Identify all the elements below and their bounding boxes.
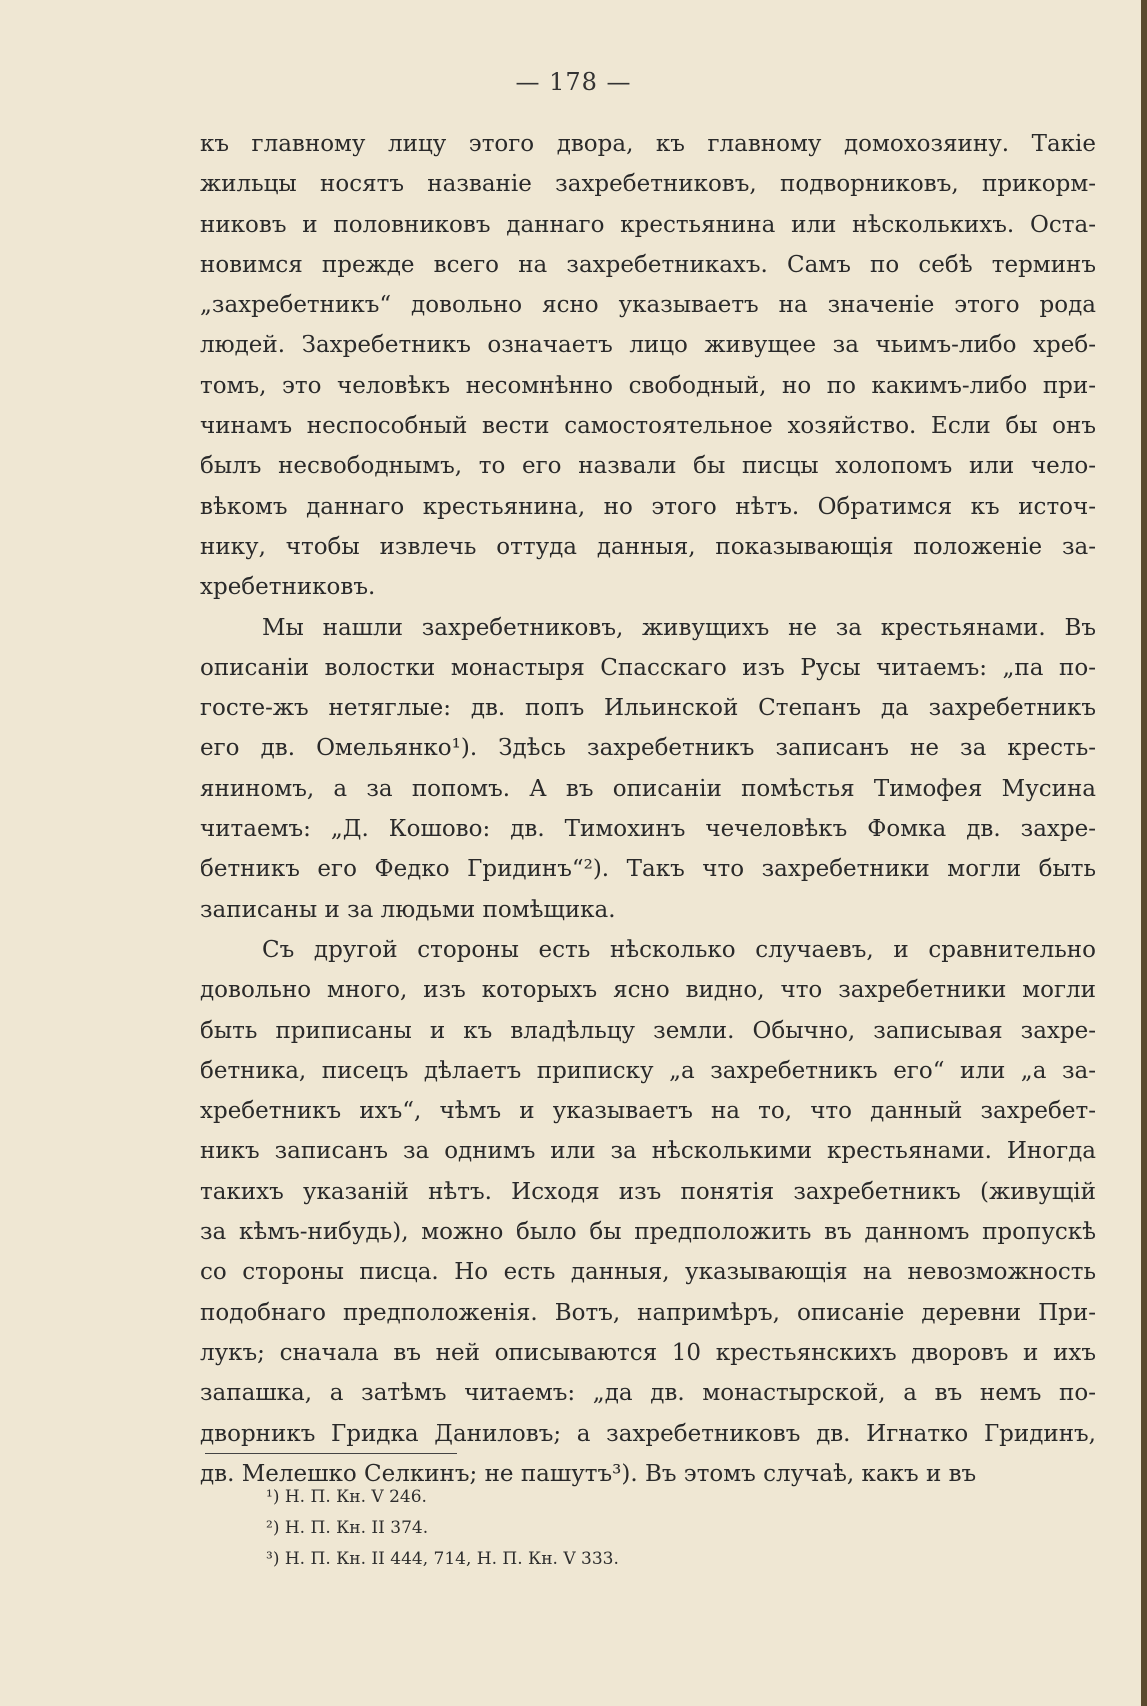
text-line: томъ, это человѣкъ несомнѣнно свободный, но по какимъ-либо при- — [200, 372, 1096, 399]
text-line: бетникъ его Федко Гридинъ“²). Такъ что захребетники могли быть — [200, 856, 1096, 883]
text-line: никъ записанъ за однимъ или за нѣсколькими крестьянами. Иногда — [200, 1138, 1096, 1165]
paragraph — [200, 608, 1096, 930]
text-line: довольно много, изъ которыхъ ясно видно, что захребетники могли — [200, 977, 1096, 1004]
text-line: госте-жъ нетяглые: дв. попъ Ильинской Степанъ да захребетникъ — [200, 695, 1096, 722]
footnote — [266, 1544, 619, 1575]
text-line: записаны и за людьми помѣщика. — [200, 896, 616, 923]
text-line: чинамъ неспособный вести самостоятельное хозяйство. Если бы онъ — [200, 413, 1096, 440]
footnote-mark: ²) — [266, 1518, 280, 1538]
text-line: былъ несвободнымъ, то его назвали бы писцы холопомъ или чело- — [200, 453, 1096, 480]
text-line: его дв. Омельянко¹). Здѣсь захребетникъ записанъ не за кресть- — [200, 735, 1096, 762]
text-line: людей. Захребетникъ означаетъ лицо живущее за чьимъ-либо хреб- — [200, 332, 1096, 359]
text-line: подобнаго предположенія. Вотъ, напримѣръ, описаніе деревни При- — [200, 1299, 1096, 1326]
footnote-separator — [205, 1453, 457, 1454]
footnote — [266, 1513, 619, 1544]
page-edge — [1141, 0, 1147, 1706]
page-number: — 178 — — [515, 68, 632, 96]
text-line: со стороны писца. Но есть данныя, указывающія на невозможность — [200, 1259, 1096, 1286]
text-line: нику, чтобы извлечь оттуда данныя, показывающія положеніе за- — [200, 533, 1096, 560]
footnote-mark: ³) — [266, 1549, 280, 1569]
text-line: къ главному лицу этого двора, къ главному домохозяину. Такіе — [200, 131, 1096, 157]
text-line: хребетниковъ. — [200, 574, 376, 601]
paragraph — [200, 930, 1096, 1494]
text-line: яниномъ, а за попомъ. А въ описаніи помѣстья Тимофея Мусина — [200, 775, 1096, 802]
paragraph — [200, 124, 1096, 608]
text-line: хребетникъ ихъ“, чѣмъ и указываетъ на то, что данный захребет- — [200, 1098, 1096, 1125]
text-line: новимся прежде всего на захребетникахъ. Самъ по себѣ терминъ — [200, 251, 1096, 278]
footnote-text: Н. П. Кн. II 374. — [284, 1518, 429, 1538]
footnote-text: Н. П. Кн. II 444, 714, Н. П. Кн. V 333. — [284, 1549, 619, 1569]
body-text — [200, 124, 1096, 1494]
text-line: такихъ указаній нѣтъ. Исходя изъ понятія захребетникъ (живущій — [200, 1178, 1096, 1205]
text-line: Съ другой стороны есть нѣсколько случаевъ, и сравнительно — [262, 936, 1096, 963]
footnote-text: Н. П. Кн. V 246. — [284, 1487, 427, 1507]
text-line: за кѣмъ-нибудь), можно было бы предположить въ данномъ пропускѣ — [200, 1219, 1096, 1246]
text-line: „захребетникъ“ довольно ясно указываетъ на значеніе этого рода — [200, 292, 1096, 319]
text-line: вѣкомъ даннаго крестьянина, но этого нѣтъ. Обратимся къ источ- — [200, 493, 1096, 520]
text-line: дворникъ Гридка Даниловъ; а захребетниковъ дв. Игнатко Гридинъ, — [200, 1420, 1096, 1447]
text-line: описаніи волостки монастыря Спасскаго изъ Русы читаемъ: „па по- — [200, 654, 1096, 681]
text-line: жильцы носятъ названіе захребетниковъ, подворниковъ, прикорм- — [200, 171, 1096, 198]
footnote — [266, 1482, 619, 1513]
footnote-mark: ¹) — [266, 1487, 280, 1507]
text-line: бетника, писецъ дѣлаетъ приписку „а захребетникъ его“ или „а за- — [200, 1057, 1096, 1084]
text-line: Мы нашли захребетниковъ, живущихъ не за крестьянами. Въ — [262, 614, 1096, 641]
text-line: быть приписаны и къ владѣльцу земли. Обычно, записывая захре- — [200, 1017, 1096, 1044]
footnotes — [266, 1482, 619, 1575]
text-line: читаемъ: „Д. Кошово: дв. Тимохинъ чечеловѣкъ Фомка дв. захре- — [200, 816, 1096, 843]
text-line: лукъ; сначала въ ней описываются 10 крестьянскихъ дворовъ и ихъ — [200, 1339, 1096, 1366]
text-line: дв. Мелешко Селкинъ; не пашутъ³). Въ этомъ случаѣ, какъ и въ — [200, 1460, 977, 1487]
text-line: никовъ и половниковъ даннаго крестьянина или нѣсколькихъ. Оста- — [200, 211, 1096, 238]
text-line: запашка, а затѣмъ читаемъ: „да дв. монастырской, а въ немъ по- — [200, 1380, 1096, 1407]
